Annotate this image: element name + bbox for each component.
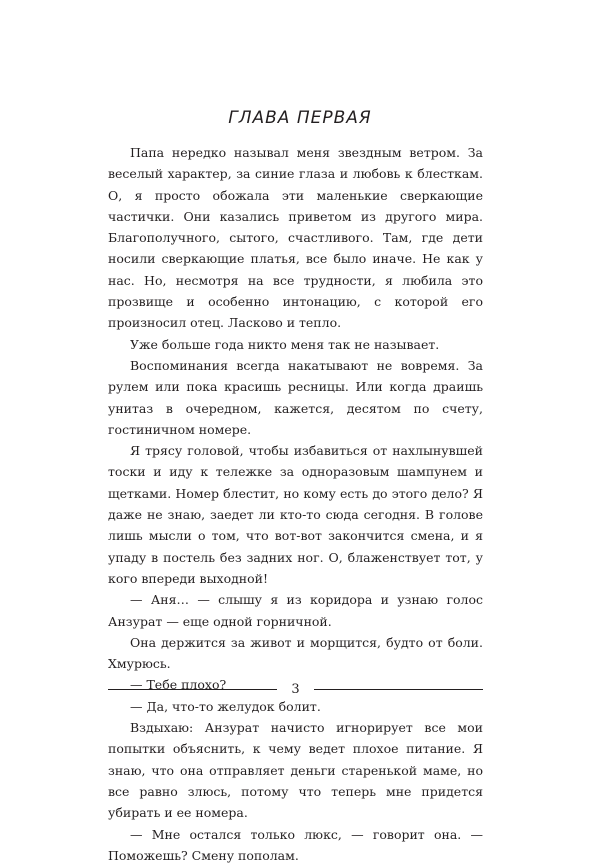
paragraph: — Тебе плохо? [108, 674, 483, 695]
body-text [108, 142, 483, 866]
page-number: 3 [277, 682, 313, 697]
page-footer [108, 682, 483, 697]
chapter-title: ГЛАВА ПЕРВАЯ [0, 108, 600, 128]
footer-rule-left [108, 689, 277, 690]
footer-rule-right [314, 689, 483, 690]
paragraph: — Да, что-то желудок болит. [108, 696, 483, 717]
paragraph: — Аня… — слышу я из коридора и узнаю голос Анзурат — еще одной горничной. [108, 589, 483, 632]
paragraph: Я трясу головой, чтобы избавиться от нахлынувшей тоски и иду к тележке за одноразовым шампунем и щетками. Номер блестит, но кому есть до этого дело? Я даже не знаю, заедет ли кто-то сюда сегодня. В голове лишь мысли о том, что вот-вот закончится смена, и я упаду в постель без задних ног. О, блаженствует тот, у кого впереди выходной! [108, 440, 483, 589]
paragraph: Воспоминания всегда накатывают не вовремя. За рулем или пока красишь ресницы. Или когда драишь унитаз в очередном, кажется, десятом по счету, гостиничном номере. [108, 355, 483, 440]
paragraph: Уже больше года никто меня так не называет. [108, 334, 483, 355]
paragraph: — Мне остался только люкс, — говорит она. — Поможешь? Смену пополам. [108, 824, 483, 866]
paragraph: Папа нередко называл меня звездным ветром. За веселый характер, за синие глаза и любовь к блесткам. О, я просто обожала эти маленькие сверкающие частички. Они казались приветом из другого мира. Благополучного, сытого, счастливого. Там, где дети носили сверкающие платья, все было иначе. Не как у нас. Но, несмотря на все трудности, я любила это прозвище и особенно интонацию, с которой его произносил отец. Ласково и тепло. [108, 142, 483, 334]
paragraph: Вздыхаю: Анзурат начисто игнорирует все мои попытки объяснить, к чему ведет плохое питание. Я знаю, что она отправляет деньги старенькой маме, но все равно злюсь, потому что теперь мне придется убирать и ее номера. [108, 717, 483, 823]
paragraph: Она держится за живот и морщится, будто от боли. Хмурюсь. [108, 632, 483, 675]
